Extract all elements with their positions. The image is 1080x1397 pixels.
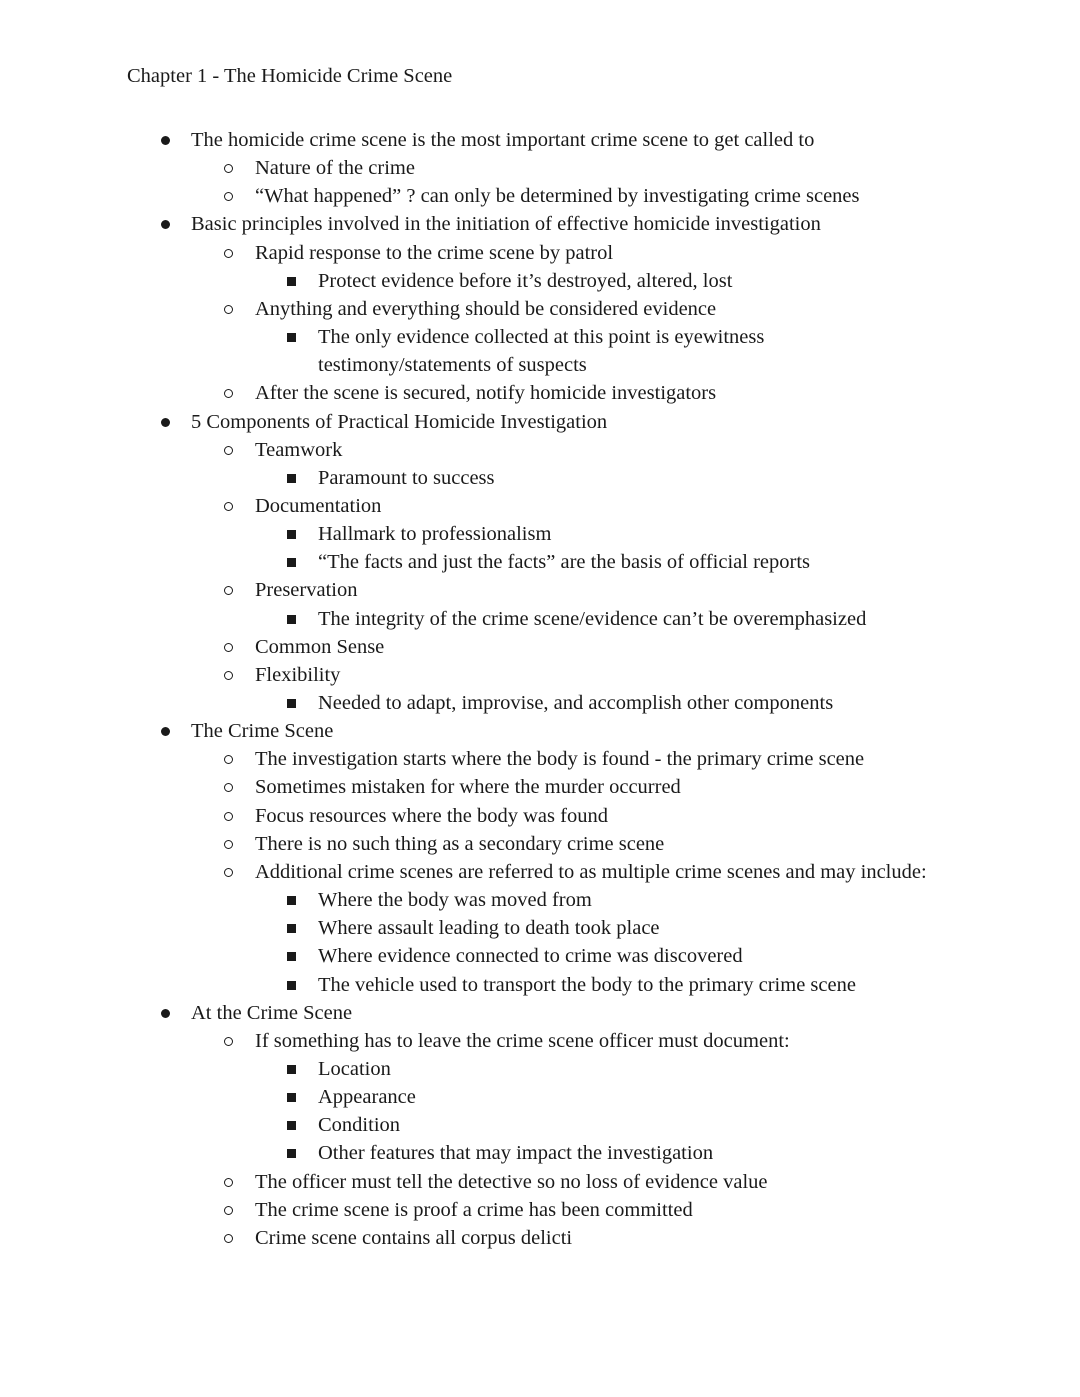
bullet-circle-icon: [224, 783, 233, 792]
bullet-circle-icon: [224, 164, 233, 173]
outline-item-level-2: If something has to leave the crime scene officer must document:: [255, 1029, 790, 1052]
bullet-square-icon: [287, 1121, 296, 1130]
outline-item-level-1: 5 Components of Practical Homicide Investigation: [191, 410, 608, 433]
outline-item-level-3: Needed to adapt, improvise, and accomplish other components: [318, 692, 834, 714]
bullet-circle-icon: [224, 1178, 233, 1187]
bullet-square-icon: [287, 1149, 296, 1158]
bullet-square-icon: [287, 896, 296, 905]
outline-item-level-2: Anything and everything should be considered evidence: [255, 297, 717, 320]
bullet-circle-icon: [224, 868, 233, 877]
outline-item-level-3: Location: [318, 1057, 391, 1080]
bullet-dot-icon: [161, 418, 170, 427]
bullet-circle-icon: [224, 249, 233, 258]
bullet-circle-icon: [224, 1037, 233, 1046]
outline-item-level-3: Protect evidence before it’s destroyed, altered, lost: [318, 269, 733, 292]
outline-item-level-3: Where the body was moved from: [318, 889, 592, 912]
outline-item-level-1: Basic principles involved in the initiation of effective homicide investigation: [191, 213, 821, 236]
bullet-circle-icon: [224, 1206, 233, 1215]
bullet-square-icon: [287, 474, 296, 483]
bullet-square-icon: [287, 924, 296, 933]
bullet-circle-icon: [224, 1234, 233, 1243]
bullet-square-icon: [287, 558, 296, 567]
outline-item-level-3: testimony/statements of suspects: [318, 354, 587, 377]
bullet-circle-icon: [224, 305, 233, 314]
outline-item-level-3: The vehicle used to transport the body to the primary crime scene: [318, 973, 856, 996]
outline-item-level-2: The investigation starts where the body is found - the primary crime scene: [255, 748, 865, 771]
outline-item-level-2: Additional crime scenes are referred to as multiple crime scenes and may include:: [255, 860, 927, 883]
bullet-circle-icon: [224, 812, 233, 821]
outline-item-level-1: The Crime Scene: [191, 720, 334, 743]
outline-item-level-2: Flexibility: [255, 663, 341, 686]
outline-item-level-2: Teamwork: [255, 438, 343, 461]
outline-item-level-2: Nature of the crime: [255, 157, 415, 180]
bullet-square-icon: [287, 1065, 296, 1074]
outline-item-level-3: Appearance: [318, 1086, 416, 1109]
outline-item-level-3: The integrity of the crime scene/evidence can’t be overemphasized: [318, 607, 867, 630]
bullet-circle-icon: [224, 643, 233, 652]
outline-item-level-1: The homicide crime scene is the most important crime scene to get called to: [191, 129, 815, 151]
bullet-dot-icon: [161, 220, 170, 229]
outline-item-level-3: The only evidence collected at this point is eyewitness: [318, 326, 765, 349]
outline-item-level-2: Common Sense: [255, 635, 385, 658]
outline-item-level-3: Condition: [318, 1114, 401, 1137]
bullet-dot-icon: [161, 136, 170, 145]
outline-item-level-2: Rapid response to the crime scene by patrol: [255, 241, 614, 264]
outline-item-level-3: “The facts and just the facts” are the basis of official reports: [318, 551, 810, 574]
bullet-circle-icon: [224, 586, 233, 595]
outline-item-level-3: Hallmark to professionalism: [318, 523, 552, 546]
bullet-circle-icon: [224, 755, 233, 764]
bullet-square-icon: [287, 530, 296, 539]
page-title: Chapter 1 - The Homicide Crime Scene: [127, 65, 453, 87]
bullet-square-icon: [287, 981, 296, 990]
outline-item-level-2: Sometimes mistaken for where the murder occurred: [255, 776, 681, 799]
outline-item-level-2: Crime scene contains all corpus delicti: [255, 1226, 573, 1249]
bullet-circle-icon: [224, 502, 233, 511]
bullet-square-icon: [287, 615, 296, 624]
bullet-square-icon: [287, 1093, 296, 1102]
outline-item-level-2: Preservation: [255, 579, 358, 602]
outline-item-level-2: The officer must tell the detective so no loss of evidence value: [255, 1170, 768, 1193]
bullet-square-icon: [287, 333, 296, 342]
outline-item-level-3: Other features that may impact the investigation: [318, 1142, 714, 1165]
outline-item-level-3: Where assault leading to death took place: [318, 917, 660, 940]
bullet-circle-icon: [224, 389, 233, 398]
bullet-square-icon: [287, 699, 296, 708]
bullet-dot-icon: [161, 727, 170, 736]
outline-item-level-2: Documentation: [255, 494, 382, 517]
bullet-dot-icon: [161, 1009, 170, 1018]
bullet-circle-icon: [224, 192, 233, 201]
outline-item-level-2: “What happened” ? can only be determined by investigating crime scenes: [255, 185, 860, 208]
outline-item-level-3: Paramount to success: [318, 466, 495, 489]
bullet-circle-icon: [224, 840, 233, 849]
outline-item-level-2: After the scene is secured, notify homicide investigators: [255, 382, 717, 405]
outline-item-level-2: Focus resources where the body was found: [255, 804, 608, 827]
outline-item-level-2: There is no such thing as a secondary crime scene: [255, 832, 665, 855]
bullet-square-icon: [287, 277, 296, 286]
bullet-circle-icon: [224, 446, 233, 455]
outline-item-level-1: At the Crime Scene: [191, 1001, 353, 1024]
outline-item-level-2: The crime scene is proof a crime has been committed: [255, 1198, 693, 1221]
bullet-circle-icon: [224, 671, 233, 680]
outline-item-level-3: Where evidence connected to crime was discovered: [318, 945, 743, 968]
bullet-square-icon: [287, 952, 296, 961]
